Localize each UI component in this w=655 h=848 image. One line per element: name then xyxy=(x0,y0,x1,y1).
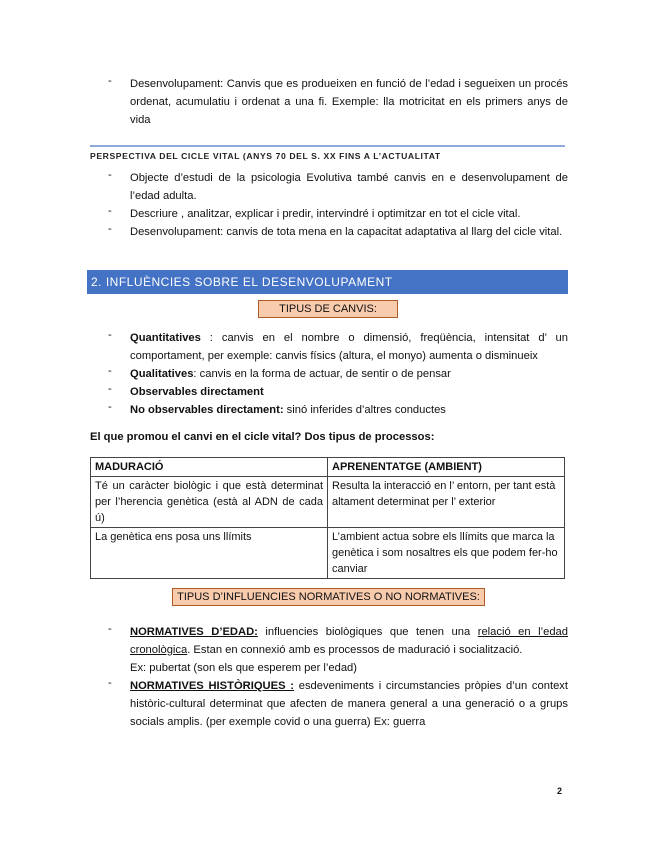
bullet-dash: - xyxy=(108,169,112,181)
change-item-text xyxy=(130,365,568,383)
intro-text xyxy=(130,75,568,129)
influence-item xyxy=(108,677,568,731)
section-divider xyxy=(90,145,565,147)
table-row xyxy=(91,477,565,528)
perspective-item-text: Desenvolupament: canvis de tota mena en la capacitat adaptativa al llarg del cicle vital. xyxy=(130,226,563,238)
change-item-text xyxy=(130,383,568,401)
table-row xyxy=(91,528,565,579)
influence-item-text xyxy=(130,623,568,659)
change-item-text xyxy=(130,329,568,365)
influence-underlined-phrase: relació en l’edad cronològica xyxy=(130,626,568,656)
page-number: 2 xyxy=(557,786,563,796)
change-item xyxy=(108,401,568,419)
change-item xyxy=(108,365,568,383)
processes-question: El que promou el canvi en el cicle vital? Dos tipus de processos: xyxy=(90,431,435,443)
bullet-dash: - xyxy=(108,223,112,235)
table-header-row xyxy=(91,458,565,477)
table-cell: Té un caràcter biològic i que està determinat per l’herencia genètica (està al ADN de cada ú) xyxy=(91,477,328,528)
perspective-item xyxy=(108,169,568,205)
bullet-dash: - xyxy=(108,75,112,87)
perspective-item xyxy=(108,223,568,241)
section-title-bar: 2. INFLUÈNCIES SOBRE EL DESENVOLUPAMENT xyxy=(87,270,568,294)
change-item-text xyxy=(130,401,568,419)
influence-item-text xyxy=(130,677,568,731)
bullet-dash: - xyxy=(108,677,112,689)
bullet-dash: - xyxy=(108,365,112,377)
influence-term: NORMATIVES D’EDAD: xyxy=(130,626,258,638)
influence-example: Ex: pubertat (son els que esperem per l’edad) xyxy=(130,662,357,674)
table-header-cell: MADURACIÓ xyxy=(91,458,328,477)
perspective-heading: PERSPECTIVA DEL CICLE VITAL (ANYS 70 DEL S. XX FINS A L’ACTUALITAT xyxy=(90,151,441,161)
change-term: Observables directament xyxy=(130,386,264,398)
influence-term: NORMATIVES HISTÒRIQUES : xyxy=(130,680,295,692)
change-desc: : canvis en el nombre o dimensió, freqüència, intensitat d’ un comportament, per exemple: canvis físics (altura, el monyo) aumenta o disminueix xyxy=(130,332,568,362)
changes-type-label: TIPUS DE CANVIS: xyxy=(258,300,398,318)
influence-desc-a: influencies biològiques que tenen una xyxy=(257,626,478,638)
influence-desc-b: . Estan en connexió amb es processos de maduració i socialització. xyxy=(187,644,523,656)
intro-term: Desenvolupament: xyxy=(130,78,224,90)
change-item xyxy=(108,383,568,401)
bullet-dash: - xyxy=(108,383,112,395)
bullet-dash: - xyxy=(108,401,112,413)
perspective-item-text: Descriure , analitzar, explicar i predir, intervindré i optimitzar en tot el cicle vital. xyxy=(130,208,521,220)
change-desc: : canvis en la forma de actuar, de sentir o de pensar xyxy=(193,368,451,380)
table-cell: Resulta la interacció en l’ entorn, per tant està altament determinat per l’ exterior xyxy=(328,477,565,528)
change-term: No observables directament: xyxy=(130,404,284,416)
perspective-item-text: Objecte d’estudi de la psicologia Evolutiva també canvis en e desenvolupament de l’edad adulta. xyxy=(130,172,568,202)
influences-type-label: TIPUS D’INFLUENCIES NORMATIVES O NO NORMATIVES: xyxy=(172,588,485,606)
influence-desc: esdeveniments i circumstancies pròpies d’un context històric-cultural determinat que afecten de manera general a una generació o a grups socials amplis. (per exemple covid o una guerra) Ex: guerra xyxy=(130,680,568,728)
intro-bullet xyxy=(108,75,568,129)
maturation-learning-table xyxy=(90,457,565,579)
change-term: Qualitatives xyxy=(130,368,194,380)
bullet-dash: - xyxy=(108,623,112,635)
change-item xyxy=(108,329,568,365)
change-term: Quantitatives xyxy=(130,332,201,344)
influence-item xyxy=(108,623,568,677)
table-cell: L’ambient actua sobre els llímits que marca la genètica i som nosaltres els que podem fer-ho canviar xyxy=(328,528,565,579)
bullet-dash: - xyxy=(108,329,112,341)
perspective-item xyxy=(108,205,568,223)
change-desc: sinó inferides d’altres conductes xyxy=(283,404,446,416)
bullet-dash: - xyxy=(108,205,112,217)
table-header-cell: APRENENTATGE (AMBIENT) xyxy=(328,458,565,477)
table-cell: La genètica ens posa uns llímits xyxy=(91,528,328,579)
intro-body: Canvis que es produeixen en funció de l’edad i segueixen un procés ordenat, acumulatiu i ordenat a una fi. Exemple: lla motricitat en els primers anys de vida xyxy=(130,78,569,126)
